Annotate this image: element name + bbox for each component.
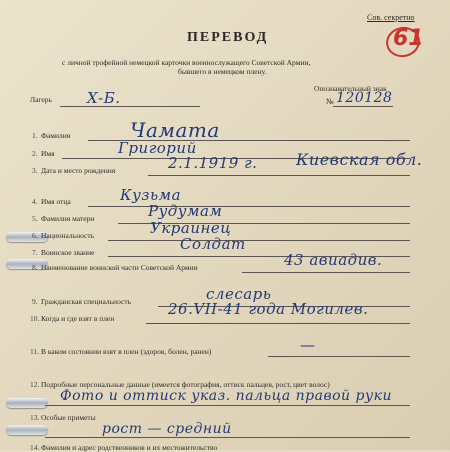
field-number: 10. (30, 314, 40, 323)
binder-ring (6, 425, 48, 435)
field-underline (45, 437, 410, 438)
field-value-civil-profession: слесарь (206, 285, 272, 303)
id-label: Опознавательный знак (314, 84, 387, 93)
field-number: 8. (32, 263, 38, 272)
document-subtitle: с личной трофейной немецкой карточки военнослужащего Советской Армии, (62, 58, 311, 67)
field-label-relatives: Фамилия и адрес родственников и их местожительство (41, 443, 218, 452)
field-number: 5. (32, 214, 38, 223)
binder-ring (6, 398, 48, 408)
field-number: 7. (32, 248, 38, 257)
field-value-nationality: Украинец (150, 219, 232, 237)
field-underline (88, 206, 410, 207)
id-value: 120128 (336, 90, 393, 106)
field-underline (45, 405, 410, 406)
field-value-rank: Солдат (180, 235, 246, 253)
field-number: 9. (32, 297, 38, 306)
field-underline (268, 356, 410, 357)
field-label-first-name: Имя (41, 149, 55, 158)
field-underline (148, 175, 410, 176)
field-value-mother: Рудумам (148, 202, 223, 220)
page-number: 61 (393, 26, 424, 51)
classification-label: Сов. секретно (367, 13, 415, 22)
field-label-father: Имя отца (41, 197, 71, 206)
field-value-father: Кузьма (120, 186, 182, 204)
field-value-surname: Чамата (130, 118, 220, 142)
field-underline (242, 272, 410, 273)
field-number: 13. (30, 413, 40, 422)
field-value-unit: 43 авиадив. (284, 251, 383, 269)
field-number: 14. (30, 443, 40, 452)
field-underline (146, 323, 410, 324)
field-value-first-name: Григорий (118, 139, 197, 157)
camp-underline (60, 106, 200, 107)
field-value-birth-place: Киевская обл. (296, 150, 423, 169)
field-number: 3. (32, 166, 38, 175)
field-value-captured: 26.VII-41 года Могилев. (168, 300, 369, 318)
field-underline (108, 240, 410, 241)
camp-label: Лагерь (30, 95, 52, 104)
document-subtitle-2: бывшего в немецком плену. (178, 67, 267, 76)
field-value-personal-data: Фото и оттиск указ. пальца правой руки (60, 388, 392, 404)
field-label-mother: Фамилия матери (41, 214, 95, 223)
field-number: 6. (32, 231, 38, 240)
field-value-condition: — (300, 336, 316, 354)
field-number: 1. (32, 131, 38, 140)
field-number: 2. (32, 149, 38, 158)
field-label-nationality: Национальность (41, 231, 95, 240)
field-number: 4. (32, 197, 38, 206)
field-label-condition: В каком состоянии взят в плен (здоров, болен, ранен) (41, 347, 212, 356)
field-label-birth: Дата и место рождения (41, 166, 116, 175)
field-number: 12. (30, 380, 40, 389)
field-label-unit: Наименование воинской части Советской Армии (41, 263, 198, 272)
field-value-birth-date: 2.1.1919 г. (168, 154, 258, 172)
field-label-civil-profession: Гражданская специальность (41, 297, 132, 306)
field-value-special-marks: рост — средний (102, 421, 232, 437)
field-number: 11. (30, 347, 40, 356)
id-underline (333, 106, 393, 107)
field-label-captured: Когда и где взят в плен (41, 314, 115, 323)
camp-value: Х-Б. (87, 89, 121, 107)
field-label-surname: Фамилия (41, 131, 71, 140)
field-label-rank: Воинское звание (41, 248, 95, 257)
field-label-special-marks: Особые приметы (41, 413, 96, 422)
field-label-personal-data: Подробные персональные данные (имеется фотография, оттиск пальцев, рост, цвет волос) (41, 380, 330, 389)
document-title: ПЕРЕВОД (187, 30, 269, 45)
id-prefix: № (326, 97, 334, 106)
